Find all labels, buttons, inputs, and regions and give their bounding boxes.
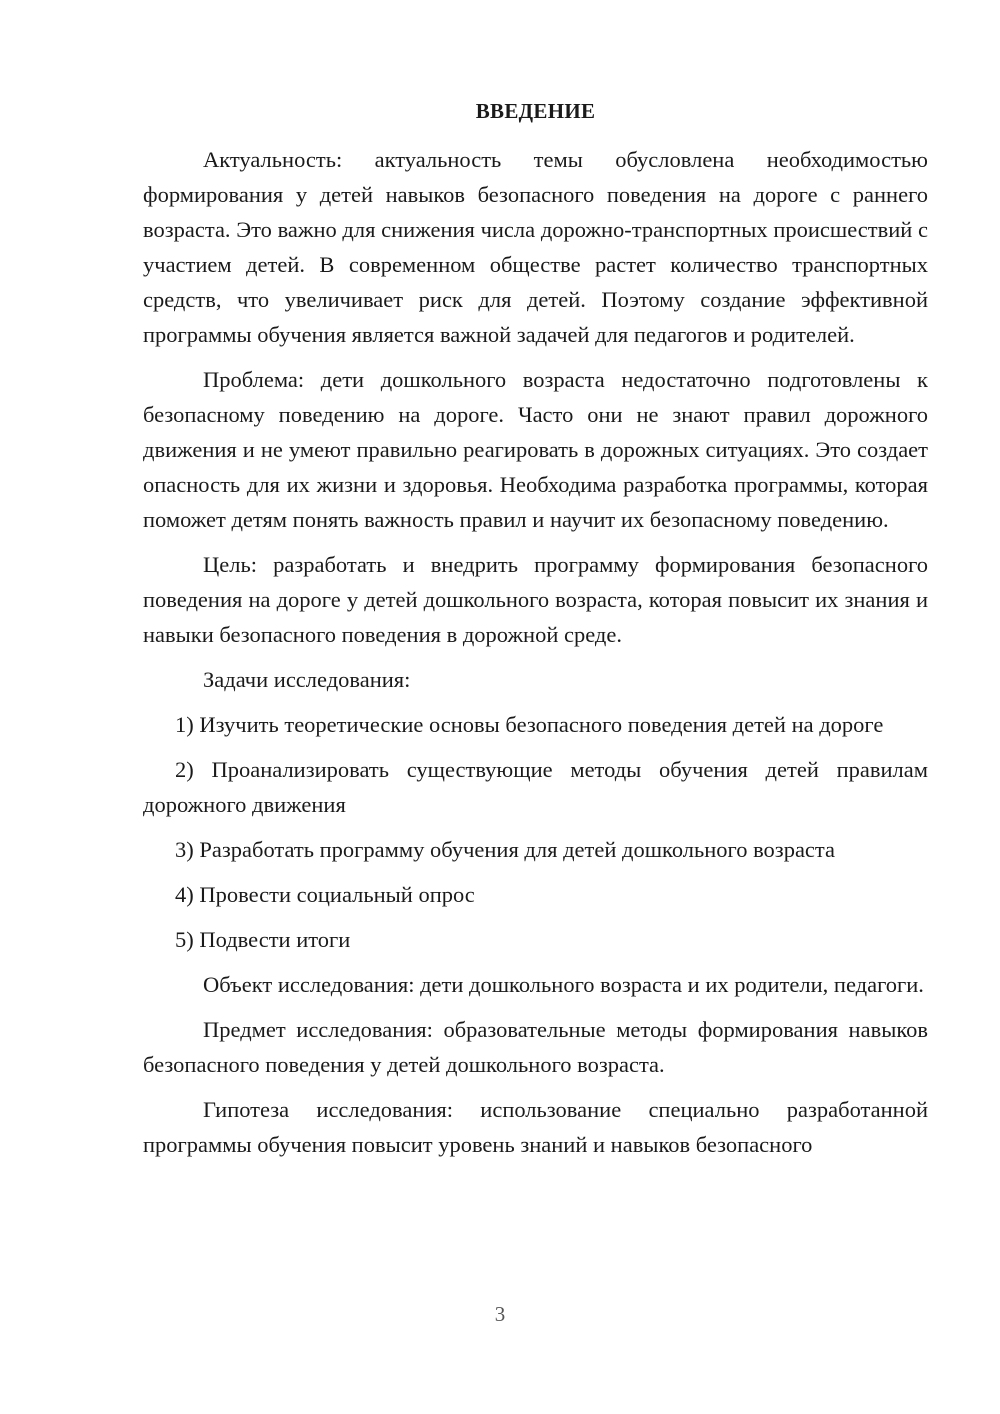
hypothesis-paragraph: Гипотеза исследования: использование специально разработанной программы обучения повысит уровень знаний и навыков безопасного [143, 1097, 928, 1157]
tasks-heading: Задачи исследования: [203, 667, 411, 692]
page-body [143, 94, 928, 1172]
task-item-4: 4) Провести социальный опрос [175, 882, 475, 907]
relevance-paragraph: Актуальность: актуальность темы обусловлена необходимостью формирования у детей навыков безопасного поведения на дороге с раннего возраста. Это важно для снижения числа дорожно-транспортных происшествий с участием детей. В современном обществе растет количество транспортных средств, что увеличивает риск для детей. Поэтому создание эффективной программы обучения является важной задачей для педагогов и родителей. [143, 147, 928, 347]
subject-paragraph: Предмет исследования: образовательные методы формирования навыков безопасного поведения у детей дошкольного возраста. [143, 1017, 928, 1077]
goal-paragraph: Цель: разработать и внедрить программу формирования безопасного поведения на дороге у детей дошкольного возраста, которая повысит их знания и навыки безопасного поведения в дорожной среде. [143, 552, 928, 647]
task-item-2: 2) Проанализировать существующие методы обучения детей правилам дорожного движения [143, 757, 928, 817]
page-number: 3 [494, 1302, 506, 1326]
task-item-5: 5) Подвести итоги [175, 927, 351, 952]
section-title: ВВЕДЕНИЕ [475, 99, 596, 123]
task-item-1: 1) Изучить теоретические основы безопасного поведения детей на дороге [175, 712, 884, 737]
object-paragraph: Объект исследования: дети дошкольного возраста и их родители, педагоги. [203, 972, 924, 997]
task-item-3: 3) Разработать программу обучения для детей дошкольного возраста [175, 837, 836, 862]
problem-paragraph: Проблема: дети дошкольного возраста недостаточно подготовлены к безопасному поведению на дороге. Часто они не знают правил дорожного движения и не умеют правильно реагировать в дорожных ситуациях. Это создает опасность для их жизни и здоровья. Необходима разработка программы, которая поможет детям понять важность правил и научит их безопасному поведению. [143, 367, 928, 532]
